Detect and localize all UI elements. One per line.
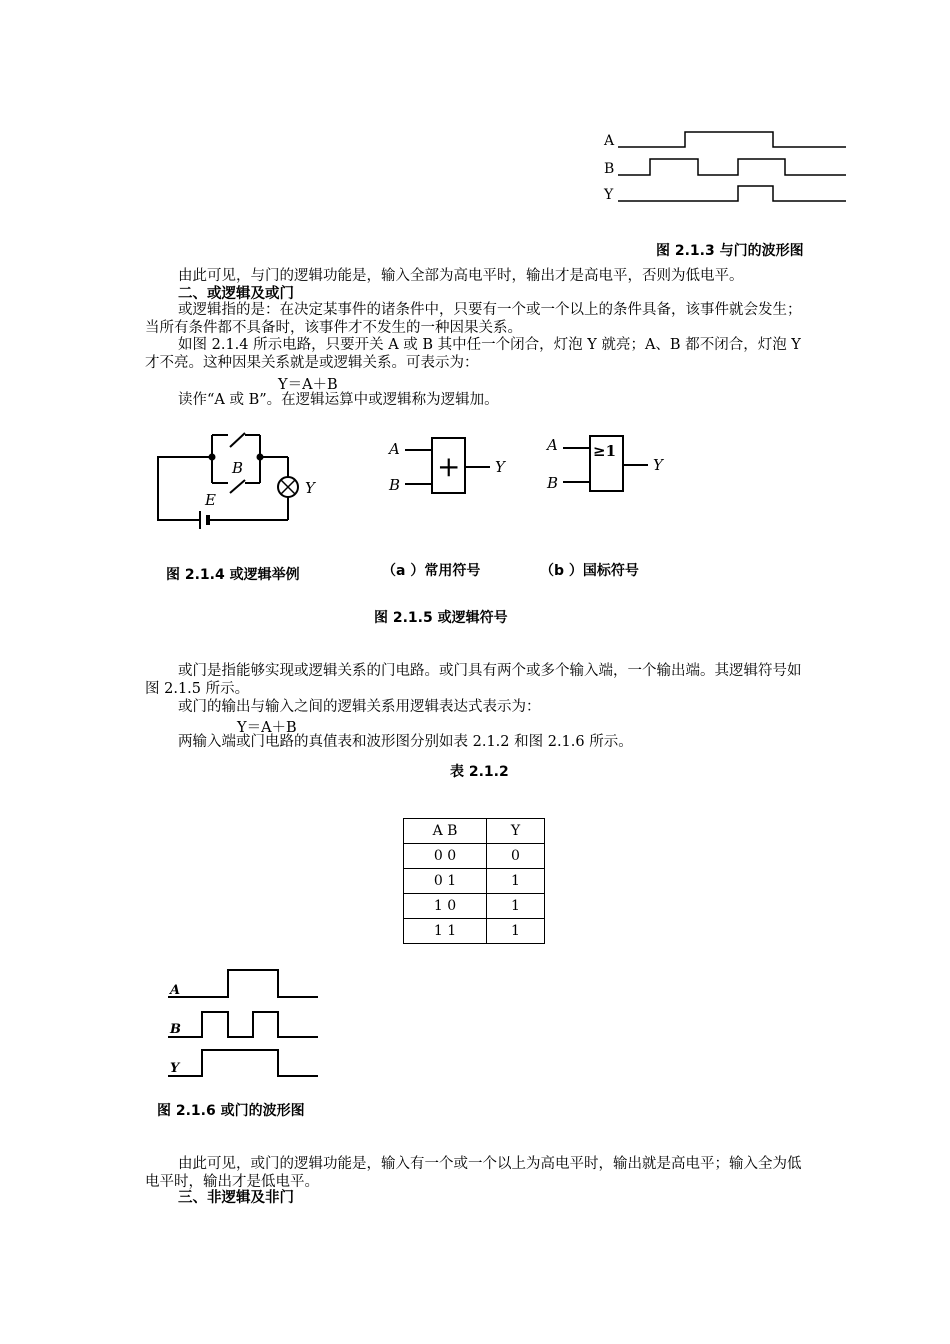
gate-b-input-a: A: [547, 436, 558, 454]
figure-caption-2-1-5: 图 2.1.5 或逻辑符号: [374, 610, 508, 626]
table-row: [404, 894, 545, 919]
table-row: [404, 844, 545, 869]
paragraph-or-table-ref: 两输入端或门电路的真值表和波形图分别如表 2.1.2 和图 2.1.6 所示。: [178, 734, 633, 750]
gate-a-input-b: B: [389, 476, 401, 494]
formula-or-2: Y＝A＋B: [237, 720, 297, 736]
gate-b-input-b: B: [547, 474, 559, 492]
and-gate-waveform: [600, 125, 850, 207]
paragraph-or-circuit: 如图 2.1.4 所示电路，只要开关 A 或 B 其中任一个闭合，灯泡 Y 就亮；A、B 都不闭合，灯泡 Y 才不亮。这种因果关系就是或逻辑关系。可表示为：: [145, 337, 801, 371]
circuit-label-b: B: [232, 459, 244, 477]
table-cell: 1: [487, 869, 545, 894]
or-circuit-diagram: [150, 425, 330, 530]
table-cell: 1: [487, 919, 545, 944]
circuit-label-y: Y: [305, 479, 315, 497]
gate-a-input-a: A: [389, 440, 400, 458]
section-heading-or: 二、或逻辑及或门: [178, 286, 294, 302]
table-cell: 1: [487, 894, 545, 919]
paragraph-or-conclusion: 由此可见，或门的逻辑功能是，输入有一个或一个以上为高电平时，输出就是高电平；输入全为低电平时，输出才是低电平。: [145, 1156, 802, 1190]
or-waveform-label-a: A: [170, 983, 181, 998]
or-gate-symbol-standard: [543, 430, 673, 495]
table-cell: 1 1: [404, 919, 487, 944]
waveform-label-b: B: [604, 161, 615, 177]
waveform-y: [618, 186, 846, 201]
symbol-caption-b: （b ）国标符号: [540, 563, 639, 579]
gate-b-mark: ≥1: [593, 442, 617, 460]
paragraph-or-expression: 或门的输出与输入之间的逻辑关系用逻辑表达式表示为：: [178, 699, 541, 715]
gate-b-output-y: Y: [653, 456, 663, 474]
section-heading-not: 三、非逻辑及非门: [178, 1190, 294, 1206]
gate-a-output-y: Y: [495, 458, 505, 476]
or-gate-symbol-common: [385, 432, 515, 497]
table-header-y: Y: [487, 819, 545, 844]
figure-caption-2-1-3: 图 2.1.3 与门的波形图: [656, 243, 804, 259]
formula-or-1: Y＝A＋B: [278, 377, 338, 393]
or-waveform-y: [168, 1050, 318, 1076]
table-row: [404, 919, 545, 944]
or-waveform-a: [168, 970, 318, 997]
paragraph-or-definition: 或逻辑指的是：在决定某事件的诸条件中，只要有一个或一个以上的条件具备，该事件就会发生；当所有条件都不具备时，该事件才不发生的一种因果关系。: [145, 302, 802, 336]
waveform-label-a: A: [604, 133, 615, 149]
table-title: 表 2.1.2: [450, 764, 509, 780]
or-waveform-label-b: B: [170, 1022, 181, 1037]
symbol-caption-a: （a ）常用符号: [382, 563, 481, 579]
paragraph-and-conclusion: 由此可见，与门的逻辑功能是，输入全部为高电平时，输出才是高电平，否则为低电平。: [178, 268, 744, 284]
figure-caption-2-1-4: 图 2.1.4 或逻辑举例: [166, 567, 300, 583]
figure-caption-2-1-6: 图 2.1.6 或门的波形图: [157, 1103, 305, 1119]
or-waveform-b: [168, 1012, 318, 1037]
table-cell: 0 0: [404, 844, 487, 869]
or-gate-waveform: [160, 962, 325, 1082]
gate-a-mark: +: [437, 450, 461, 483]
paragraph-or-read: 读作“A 或 B”。在逻辑运算中或逻辑称为逻辑加。: [178, 392, 499, 408]
table-row: [404, 869, 545, 894]
truth-table: [403, 818, 545, 944]
table-cell: 1 0: [404, 894, 487, 919]
waveform-label-y: Y: [604, 187, 614, 203]
or-waveform-label-y: Y: [170, 1061, 180, 1076]
circuit-label-e: E: [205, 491, 216, 509]
table-header-ab: A B: [404, 819, 487, 844]
table-cell: 0 1: [404, 869, 487, 894]
table-header-row: [404, 819, 545, 844]
waveform-a: [618, 132, 846, 147]
waveform-b: [618, 159, 846, 175]
table-cell: 0: [487, 844, 545, 869]
paragraph-or-gate-def: 或门是指能够实现或逻辑关系的门电路。或门具有两个或多个输入端，一个输出端。其逻辑符号如图 2.1.5 所示。: [145, 663, 802, 697]
